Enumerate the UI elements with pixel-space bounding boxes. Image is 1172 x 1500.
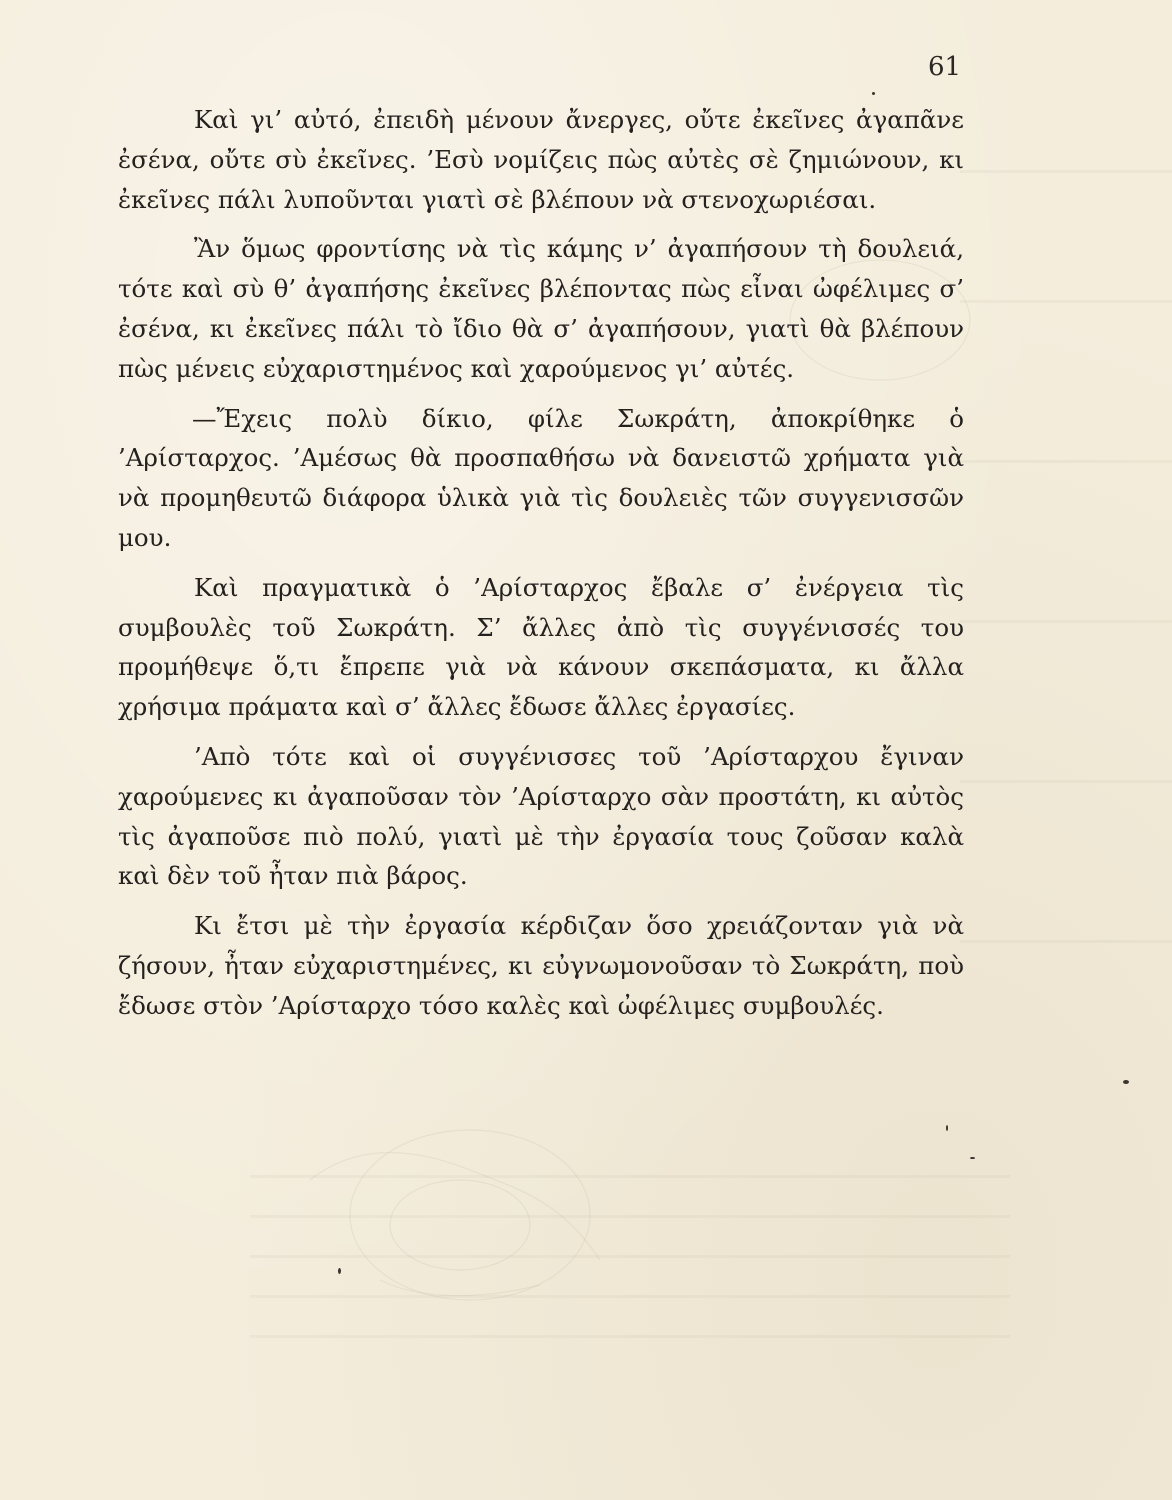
paragraph: ’Απὸ τότε καὶ οἱ συγγένισσες τοῦ ’Αρίσταρχου ἔγιναν χαρούμενες κι ἀγαποῦσαν τὸν ’Αρίσταρχο σὰν προστάτη, κι αὐτὸς τὶς ἀγαποῦσε πιὸ πολύ, γιατὶ μὲ τὴν ἐργασία τους ζοῦσαν καλὰ καὶ δὲν τοῦ ἦταν πιὰ βάρος. — [118, 741, 964, 891]
paragraph: Καὶ γι’ αὐτό, ἐπειδὴ μένουν ἄνεργες, οὔτε ἐκεῖνες ἀγαπᾶνε ἐσένα, οὔτε σὺ ἐκεῖνες. ’Εσὺ νομίζεις πὼς αὐτὲς σὲ ζημιώνουν, κι ἐκεῖνες πάλι λυποῦνται γιατὶ σὲ βλέπουν νὰ στενοχωριέσαι. — [118, 105, 964, 214]
ink-speck — [338, 1268, 341, 1274]
page-number: 61 — [928, 52, 962, 82]
paragraph: Ἂν ὅμως φροντίσης νὰ τὶς κάμης ν’ ἀγαπήσουν τὴ δουλειά, τότε καὶ σὺ θ’ ἀγαπήσης ἐκεῖνες βλέποντας πὼς εἶναι ὠφέλιμες σ’ ἐσένα, κι ἐκεῖνες πάλι τὸ ἴδιο θὰ σ’ ἀγαπήσουν, γιατὶ θὰ βλέπουν πὼς μένεις εὐχαριστημένος καὶ χαρούμενος γι’ αὐτές. — [118, 234, 964, 383]
paragraph: Καὶ πραγματικὰ ὁ ’Αρίσταρχος ἔβαλε σ’ ἐνέργεια τὶς συμβουλὲς τοῦ Σωκράτη. Σ’ ἄλλες ἀπὸ τὶς συγγένισσές του προμήθεψε ὅ,τι ἔπρεπε γιὰ νὰ κάνουν σκεπάσματα, κι ἄλλα χρήσιμα πράματα καὶ σ’ ἄλλες ἔδωσε ἄλλες ἐργασίες. — [118, 572, 964, 722]
paragraph: —Ἔχεις πολὺ δίκιο, φίλε Σωκράτη, ἀποκρίθηκε ὁ ’Αρίσταρχος. ’Αμέσως θὰ προσπαθήσω νὰ δανειστῶ χρήματα γιὰ νὰ προμηθευτῶ διάφορα ὑλικὰ γιὰ τὶς δουλειὲς τῶν συγγενισσῶν μου. — [118, 403, 964, 552]
ink-speck — [872, 92, 875, 95]
ink-speck — [946, 1125, 948, 1131]
body-text — [118, 100, 964, 1026]
ink-speck — [1123, 1080, 1129, 1084]
ink-speck — [970, 1157, 975, 1159]
paragraph: Κι ἔτσι μὲ τὴν ἐργασία κέρδιζαν ὅσο χρειάζονταν γιὰ νὰ ζήσουν, ἦταν εὐχαριστημένες, κι εὐγνωμονοῦσαν τὸ Σωκράτη, ποὺ ἔδωσε στὸν ’Αρίσταρχο τόσο καλὲς καὶ ὠφέλιμες συμβουλές. — [118, 911, 964, 1020]
